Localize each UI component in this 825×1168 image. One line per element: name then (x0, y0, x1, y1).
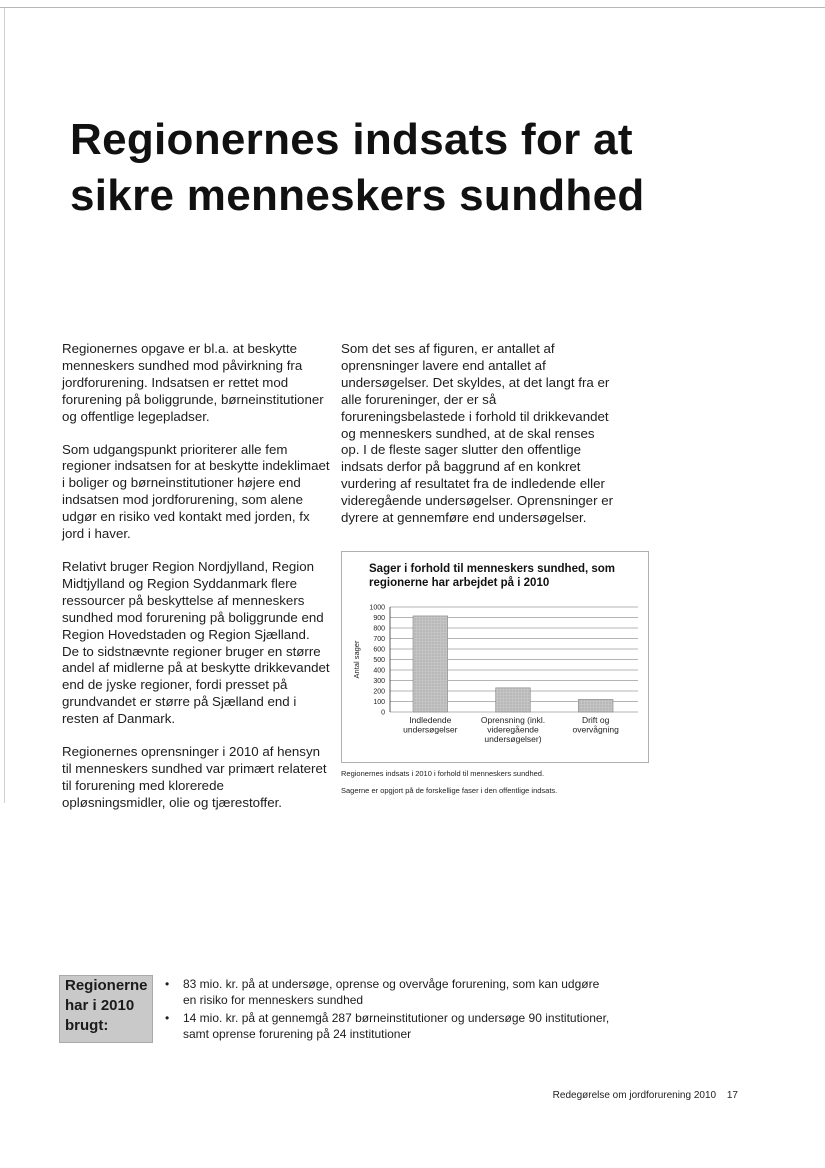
y-tick-label: 100 (373, 699, 385, 706)
chart-title: Sager i forhold til menneskers sundhed, som regionerne har arbejdet på i 2010 (369, 563, 616, 589)
list-item-text: 83 mio. kr. på at undersøge, oprense og overvåge forurening, som kan udgøre en risiko for menneskers sundhed (183, 977, 600, 1007)
bullet-icon: • (165, 1011, 170, 1025)
bullet-icon: • (165, 977, 170, 991)
y-axis-label: Antal sager (352, 640, 361, 679)
paragraph-region-task: Regionernes opgave er bl.a. at beskytte menneskers sundhed mod påvirkning fra jordforurening. Indsatsen er rettet mod forurening på boliggrunde, børneinstitutioner og offentlige legepladser. (62, 341, 324, 424)
y-tick-label: 300 (373, 678, 385, 685)
bar-chart (342, 552, 648, 762)
list-item-text: 14 mio. kr. på at gennemgå 287 børneinstitutioner og undersøge 90 institutioner, samt oprense forurening på 24 institutioner (183, 1011, 610, 1041)
page-title (70, 112, 770, 224)
bar-3 (578, 699, 613, 712)
figure-caption-note: Sagerne er opgjort på de forskellige faser i den offentlige indsats. (341, 786, 558, 795)
title-line-2: sikre menneskers sundhed (70, 171, 645, 220)
highlight-line-1: Regionerne (65, 977, 148, 994)
paragraph-resources: Relativt bruger Region Nordjylland, Region Midtjylland og Region Syddanmark flere ressourcer på beskyttelse af menneskers sundhed mod forurening på boliggrunde end Region Hovedstaden og Region Sjælland. De to sidstnævnte regioner bruger en større andel af midlerne på at beskytte drikkevandet end de jyske regioner, fordi presset på grundvandet er større på Sjælland end i resten af Danmark. (62, 558, 330, 727)
y-tick-label: 200 (373, 688, 385, 696)
page-edge-left (4, 8, 5, 803)
list-item (165, 1011, 615, 1042)
figure-caption: Regionernes indsats i 2010 i forhold til menneskers sundhed. (341, 769, 545, 778)
page-footer (553, 1090, 738, 1101)
x-category-label: overvågning (572, 724, 619, 735)
right-text-column (341, 341, 613, 543)
x-category-label: Indledende (409, 715, 452, 725)
highlight-box (59, 975, 153, 1043)
y-tick-label: 500 (373, 657, 385, 664)
left-text-column (62, 341, 330, 828)
paragraph-priorities: Som udgangspunkt prioriterer alle fem regioner indsatsen for at beskytte indeklimaet i boliger og børneinstitutioner højere end indsatsen mod jordforurening, som alene udgør en risiko ved kontakt med jorden, fx jord i haver. (62, 441, 330, 542)
x-category-label: undersøgelser (403, 724, 458, 735)
x-category-label: Drift og (581, 715, 610, 725)
y-tick-label: 800 (373, 625, 385, 633)
paragraph-figure-explanation: Som det ses af figuren, er antallet af oprensninger lavere end antallet af undersøgelser. Det skyldes, at det langt fra er alle forureninger, der er så forureningsbelastede i forhold til drikkevandet og menneskers sundhed, at de skal renses op. I de fleste sager slutter den offentlige indsats derfor på baggrund af en konkret vurdering af resultatet fra de indledende eller videregående undersøgelser. Oprensninger er dyrere at gennemføre end undersøgelser. (341, 341, 614, 526)
footer-text: Redegørelse om jordforurening 2010 (552, 1090, 717, 1101)
y-tick-label: 600 (373, 646, 385, 654)
spending-list (165, 977, 615, 1045)
bar-1 (413, 616, 448, 712)
page-edge-top (0, 7, 825, 8)
x-category-label: Oprensning (inkl. (480, 715, 546, 725)
y-tick-label: 0 (381, 709, 385, 717)
y-tick-label: 400 (373, 667, 385, 675)
y-tick-label: 1000 (369, 604, 385, 612)
x-category-label: undersøgelser) (484, 734, 542, 744)
y-tick-label: 700 (373, 636, 385, 643)
chart-frame (341, 551, 649, 763)
y-tick-label: 900 (373, 615, 385, 622)
highlight-line-3: brugt: (65, 1017, 109, 1034)
x-category-label: videregående (487, 724, 539, 735)
paragraph-remediation: Regionernes oprensninger i 2010 af hensyn til menneskers sundhed var primært relateret til forurening med klorerede opløsningsmidler, olie og tjærestoffer. (62, 744, 327, 810)
title-line-1: Regionernes indsats for at (70, 115, 633, 164)
list-item (165, 977, 615, 1008)
page-number: 17 (726, 1090, 738, 1101)
bar-2 (496, 688, 531, 712)
highlight-line-2: har i 2010 (65, 997, 135, 1014)
